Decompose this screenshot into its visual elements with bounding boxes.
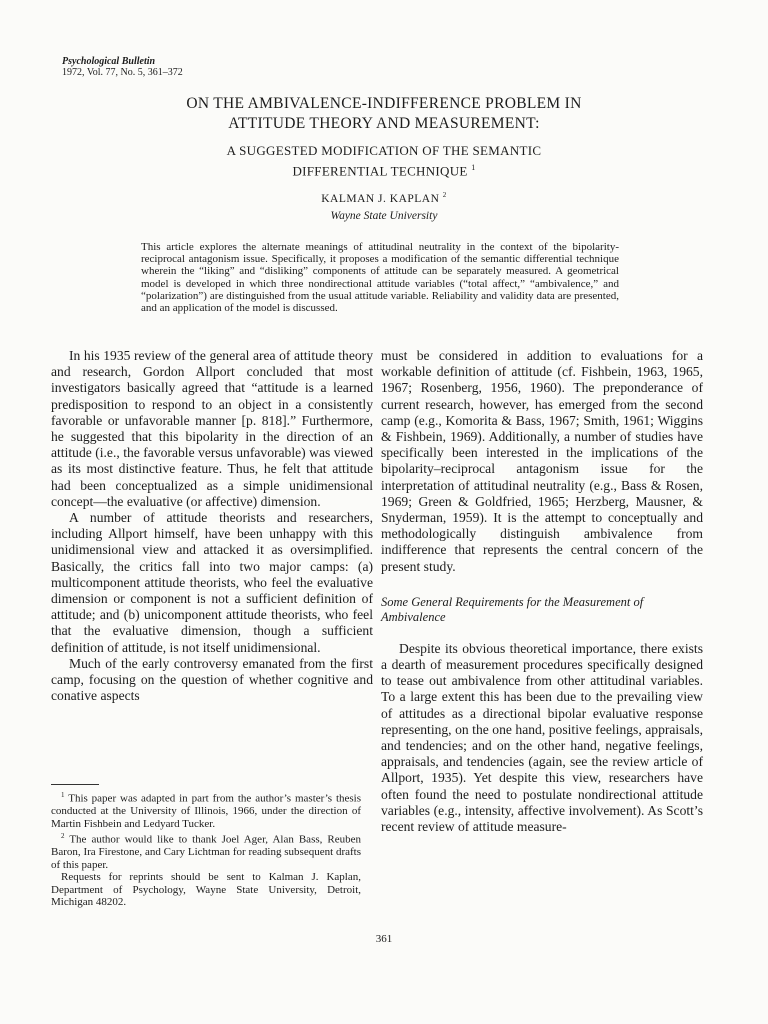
section-heading: Some General Requirements for the Measurement of Ambivalence — [381, 594, 644, 624]
footnote-1 — [51, 789, 361, 830]
footnote-text: This paper was adapted in part from the author’s master’s thesis conducted at the University of Illinois, 1966, under the direction of Martin Fishbein and Ledyard Tucker. — [51, 792, 361, 830]
paragraph: In his 1935 review of the general area of attitude theory and research, Gordon Allport concluded that most investigators basically agreed that “attitude is a learned predisposition to respond to an object in a consistently favorable or unfavorable manner [p. 818].” Furthermore, he suggested that this bipolarity in the direction of an attitude (i.e., the favorable versus unfavorable) was viewed as its most distinctive feature. Thus, he felt that attitude had been conceptualized as a simple unidimensional concept—the evaluative (or affective) dimension. — [51, 348, 373, 509]
footnote-reprints — [51, 871, 361, 909]
journal-header — [62, 56, 183, 78]
paragraph: must be considered in addition to evaluations for a workable definition of attitude (cf. Fishbein, 1963, 1965, 1967; Rosenberg, 1956, 1960). The preponderance of current research, however, has emerged from the second camp (e.g., Komorita & Bass, 1967; Smith, 1961; Wiggins & Fishbein, 1969). Additionally, a number of studies have specifically been interested in the implications of the bipolarity–reciprocal antagonism issue for the interpretation of attitudinal neutrality (e.g., Bass & Rosen, 1969; Green & Goldfried, 1965; Herzberg, Mausner, & Snyderman, 1959). It is the attempt to conceptually and methodologically distinguish ambivalence from indifference that represents the central concern of the present study. — [381, 348, 703, 574]
title-footnote-mark: 1 — [471, 163, 476, 172]
subtitle-line-2 — [0, 159, 768, 179]
footnote-text: The author would like to thank Joel Ager, Alan Bass, Reuben Baron, Ira Firestone, and Cary Lichtman for reading subsequent drafts of this paper. — [51, 833, 361, 871]
footnote-rule — [51, 784, 99, 785]
footnote-2 — [51, 830, 361, 871]
footnote-text: Requests for reprints should be sent to Kalman J. Kaplan, Department of Psychology, Wayne State University, Detroit, Michigan 48202. — [51, 871, 361, 909]
article-subtitle — [0, 142, 768, 179]
subtitle-line-2-text: DIFFERENTIAL TECHNIQUE — [292, 163, 468, 179]
journal-name: Psychological Bulletin — [62, 56, 156, 67]
body-column-left — [51, 348, 373, 704]
page-number: 361 — [375, 933, 393, 945]
abstract — [141, 241, 619, 314]
title-line-2: ATTITUDE THEORY AND MEASUREMENT: — [228, 115, 540, 132]
author-footnote-mark: 2 — [442, 191, 447, 199]
footnotes — [51, 784, 361, 909]
footnote-mark: 2 — [61, 832, 65, 841]
author-name: KALMAN J. KAPLAN — [321, 192, 440, 205]
subtitle-line-1: A SUGGESTED MODIFICATION OF THE SEMANTIC — [226, 143, 542, 158]
title-line-1: ON THE AMBIVALENCE-INDIFFERENCE PROBLEM IN — [186, 95, 582, 112]
journal-volume: 1972, Vol. 77, No. 5, 361–372 — [62, 67, 183, 78]
author-line — [0, 191, 768, 205]
footnote-mark: 1 — [61, 791, 65, 799]
abstract-text: This article explores the alternate meanings of attitudinal neutrality in the context of the bipolarity-reciprocal antagonism issue. Specifically, it proposes a modification of the semantic differential technique wherein the “liking” and “disliking” components of attitude can be separately measured. A geometrical model is developed in which three nondirectional attitude variables (“total affect,” “ambivalence,” and “polarization”) are distinguished from the usual attitude variable. Reliability and validity data are presented, and an application of the model is discussed. — [141, 241, 619, 315]
paragraph: Much of the early controversy emanated from the first camp, focusing on the question of whether cognitive and conative aspects — [51, 655, 373, 704]
paragraph: Despite its obvious theoretical importance, there exists a dearth of measurement procedures specifically designed to tease out ambivalence from other attitudinal variables. To a large extent this has been due to the prevailing view of attitudes as a directional bipolar evaluative response representing, on the one hand, positive feelings, appraisals, and tendencies; and on the other hand, negative feelings, appraisals, and tendencies (again, see the review article of Allport, 1935). Yet despite this view, researchers have often found the need to postulate nondirectional attitude variables (e.g., intensity, affective involvement). As Scott’s recent review of attitude measure- — [381, 640, 703, 835]
article-title — [0, 94, 768, 134]
author-affiliation: Wayne State University — [330, 210, 438, 222]
body-column-right — [381, 348, 703, 835]
paragraph: A number of attitude theorists and researchers, including Allport himself, have been unhappy with this unidimensional view and attacked it as oversimplified. Basically, the critics fall into two major camps: (a) multicomponent attitude theorists, who feel the evaluative dimension or component is not a sufficient definition of attitude; and (b) unicomponent attitude theorists, who feel that the evaluative dimension, though a sufficient definition of attitude, is not itself unidimensional. — [51, 510, 373, 655]
